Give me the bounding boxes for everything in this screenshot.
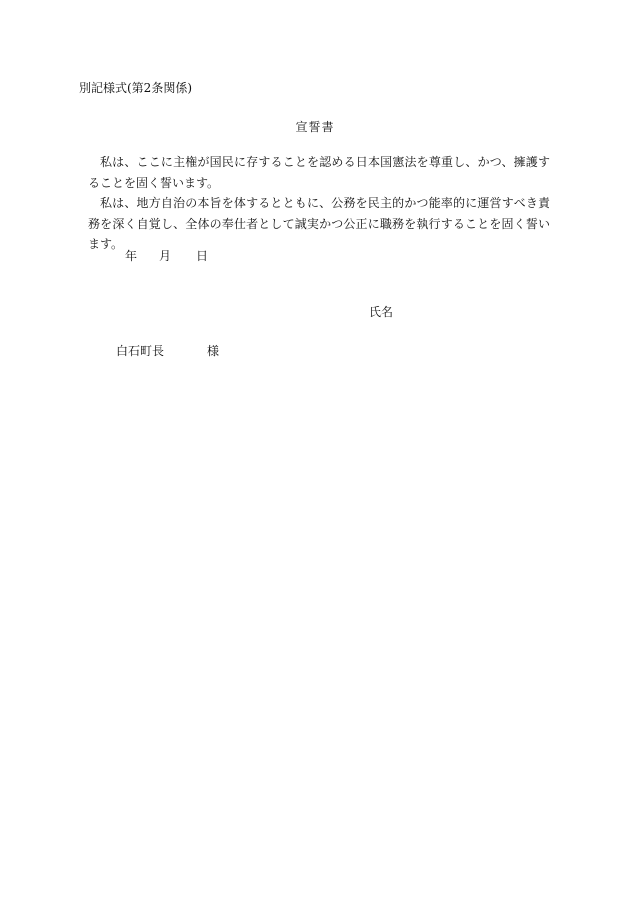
- honorific: 様: [207, 344, 220, 358]
- date-month-label: 月: [159, 249, 172, 263]
- oath-paragraph-1: 私は、ここに主権が国民に存することを認める日本国憲法を尊重し、かつ、擁護することを固く誓います。: [88, 155, 550, 190]
- document-title: 宣誓書: [295, 120, 335, 134]
- form-reference: 別記様式(第2条関係): [79, 81, 192, 95]
- name-label: 氏名: [369, 305, 394, 319]
- date-day-label: 日: [196, 249, 209, 263]
- oath-paragraph-2: 私は、地方自治の本旨を体するとともに、公務を民主的かつ能率的に運営すべき責務を深く自覚し、全体の奉仕者として誠実かつ公正に職務を執行することを固く誓います。: [88, 196, 550, 251]
- date-year-label: 年: [125, 249, 138, 263]
- addressee: 白石町長: [116, 344, 165, 358]
